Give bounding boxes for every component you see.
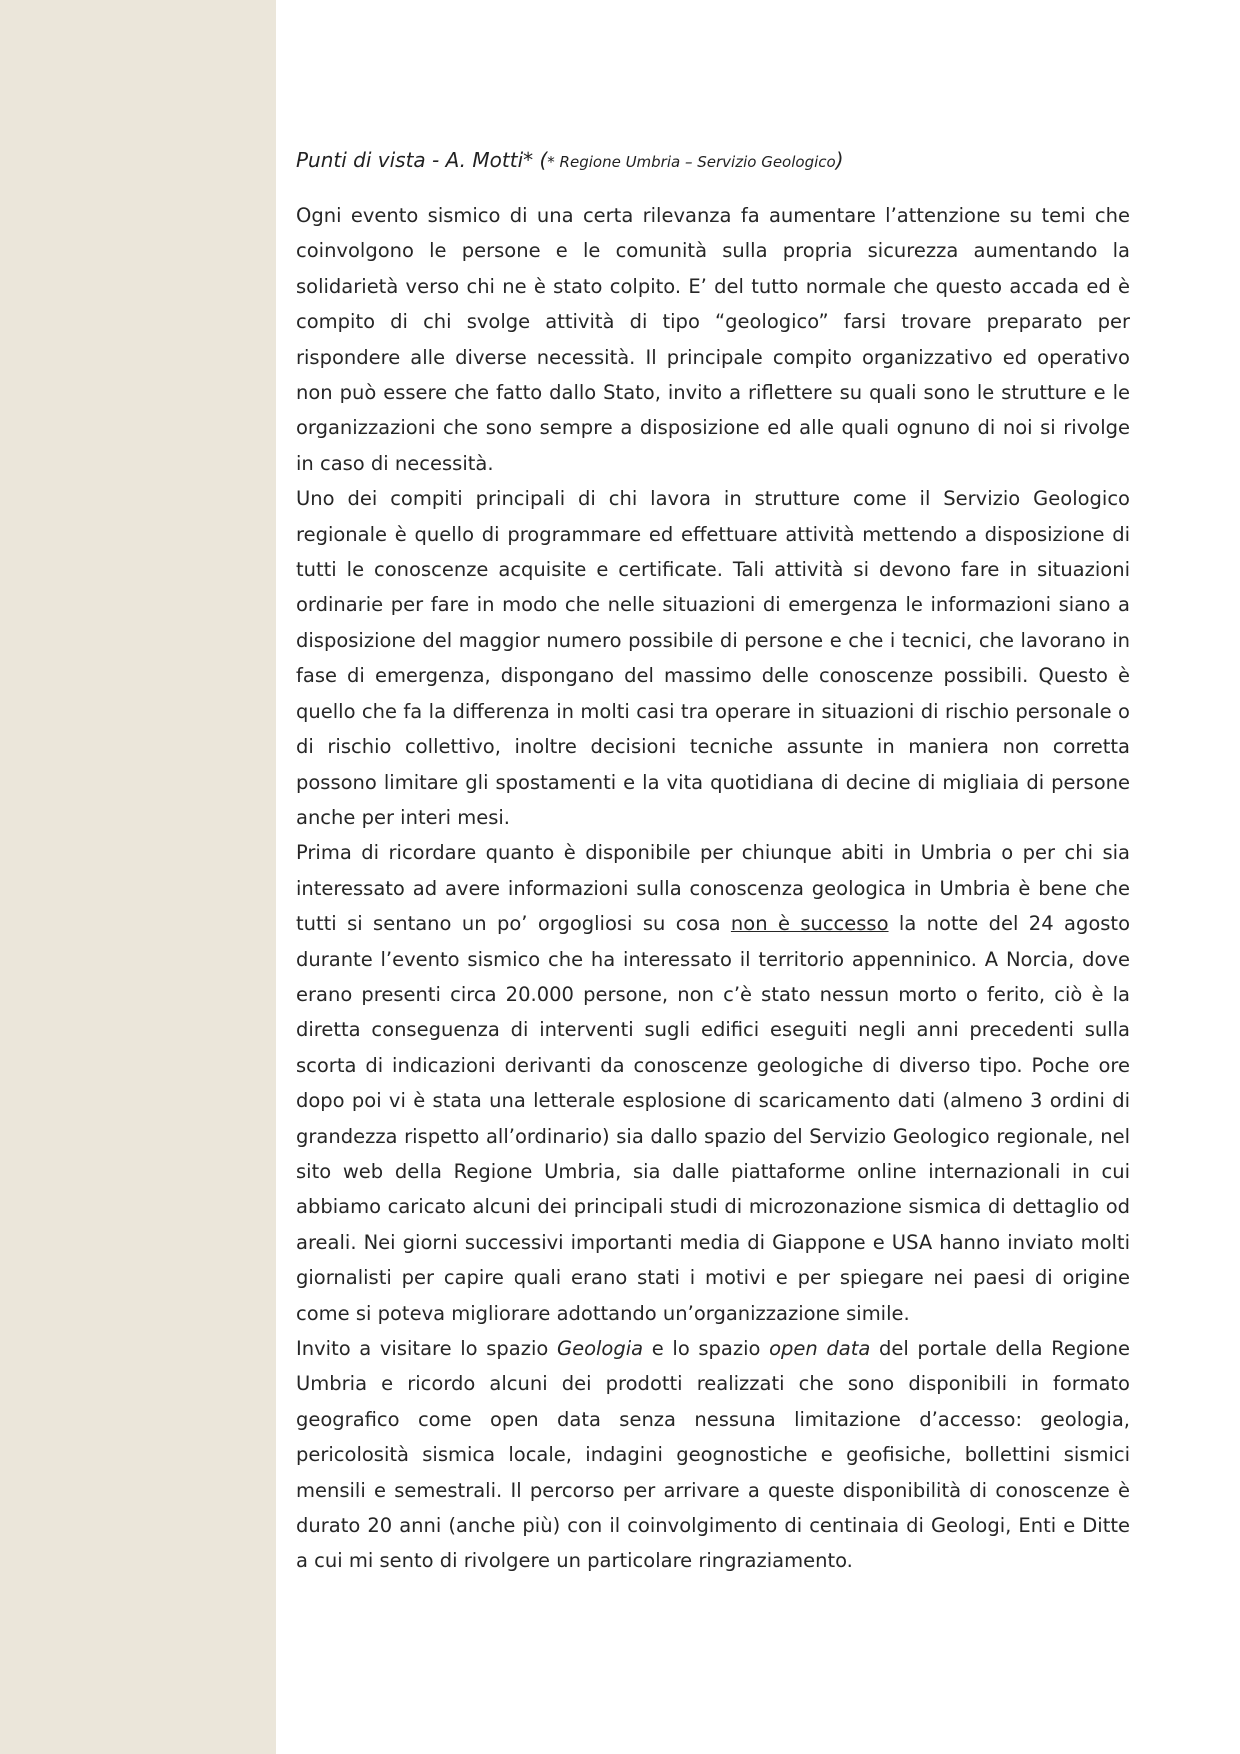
paragraph-3-text-b: la notte del 24 agosto durante l’evento sismico che ha interessato il territorio appenninico. A Norcia, dove erano presenti circa 20.000 persone, non c’è stato nessun morto o ferito, ciò è la diretta conseguenza di interventi sugli edifici eseguiti negli anni precedenti sulla scorta di indicazioni derivanti da conoscenze geologiche di diverso tipo. Poche ore dopo poi vi è stata una letterale esplosione di scaricamento dati (almeno 3 ordini di grandezza rispetto all’ordinario) sia dallo spazio del Servizio Geologico regionale, nel sito web della Regione Umbria, sia dalle piattaforme online internazionali in cui abbiamo caricato alcuni dei principali studi di microzonazione sismica di dettaglio od areali. Nei giorni successivi importanti media di Giappone e USA hanno inviato molti giornalisti per capire quali erano stati i motivi e per spiegare nei paesi di origine come si poteva migliorare adottando un’organizzazione simile. bbox=[296, 912, 1130, 1325]
paragraph-4 bbox=[296, 1331, 1130, 1579]
paragraph-3-text-a: Prima di ricordare quanto è disponibile per chiunque abiti in Umbria o per chi sia interessato ad avere informazioni sulla conoscenza geologica in Umbria è bene che tutti si sentano un po’ orgogliosi su cosa bbox=[296, 841, 1130, 936]
open-data-term: open data bbox=[769, 1337, 871, 1360]
paragraph-3 bbox=[296, 835, 1130, 1331]
header-close: ) bbox=[835, 148, 844, 172]
paragraph-4-text-a: Invito a visitare lo spazio bbox=[296, 1337, 557, 1360]
paragraph-2: Uno dei compiti principali di chi lavora in strutture come il Servizio Geologico regionale è quello di programmare ed effettuare attività mettendo a disposizione di tutti le conoscenze acquisite e certificate. Tali attività si devono fare in situazioni ordinarie per fare in modo che nelle situazioni di emergenza le informazioni siano a disposizione del maggior numero possibile di persone e che i tecnici, che lavorano in fase di emergenza, dispongano del massimo delle conoscenze possibili. Questo è quello che fa la differenza in molti casi tra operare in situazioni di rischio personale o di rischio collettivo, inoltre decisioni tecniche assunte in maniera non corretta possono limitare gli spostamenti e la vita quotidiana di decine di migliaia di persone anche per interi mesi. bbox=[296, 487, 1130, 829]
paragraph-1: Ogni evento sismico di una certa rilevanza fa aumentare l’attenzione su temi che coinvolgono le persone e le comunità sulla propria sicurezza aumentando la solidarietà verso chi ne è stato colpito. E’ del tutto normale che questo accada ed è compito di chi svolge attività di tipo “geologico” farsi trovare preparato per rispondere alle diverse necessità. Il principale compito organizzativo ed operativo non può essere che fatto dallo Stato, invito a riflettere su quali sono le strutture e le organizzazioni che sono sempre a disposizione ed alle quali ognuno di noi si rivolge in caso di necessità. bbox=[296, 204, 1130, 475]
page-content bbox=[296, 146, 1130, 1579]
sidebar-band bbox=[0, 0, 276, 1754]
underlined-phrase: non è successo bbox=[730, 912, 889, 936]
article-header bbox=[296, 146, 1130, 176]
paragraph-4-text-b: e lo spazio bbox=[643, 1337, 770, 1360]
header-label: Punti di vista - A. Motti* ( bbox=[296, 148, 548, 172]
paragraph-4-text-c: del portale della Regione Umbria e ricordo alcuni dei prodotti realizzati che sono disponibili in formato geografico come open data senza nessuna limitazione d’accesso: geologia, pericolosità sismica locale, indagini geognostiche e geofisiche, bollettini sismici mensili e semestrali. Il percorso per arrivare a queste disponibilità di conoscenze è durato 20 anni (anche più) con il coinvolgimento di centinaia di Geologi, Enti e Ditte a cui mi sento di rivolgere un particolare ringraziamento. bbox=[296, 1337, 1130, 1573]
header-affiliation: * Regione Umbria – Servizio Geologico bbox=[547, 153, 836, 171]
geologia-term: Geologia bbox=[556, 1337, 644, 1360]
